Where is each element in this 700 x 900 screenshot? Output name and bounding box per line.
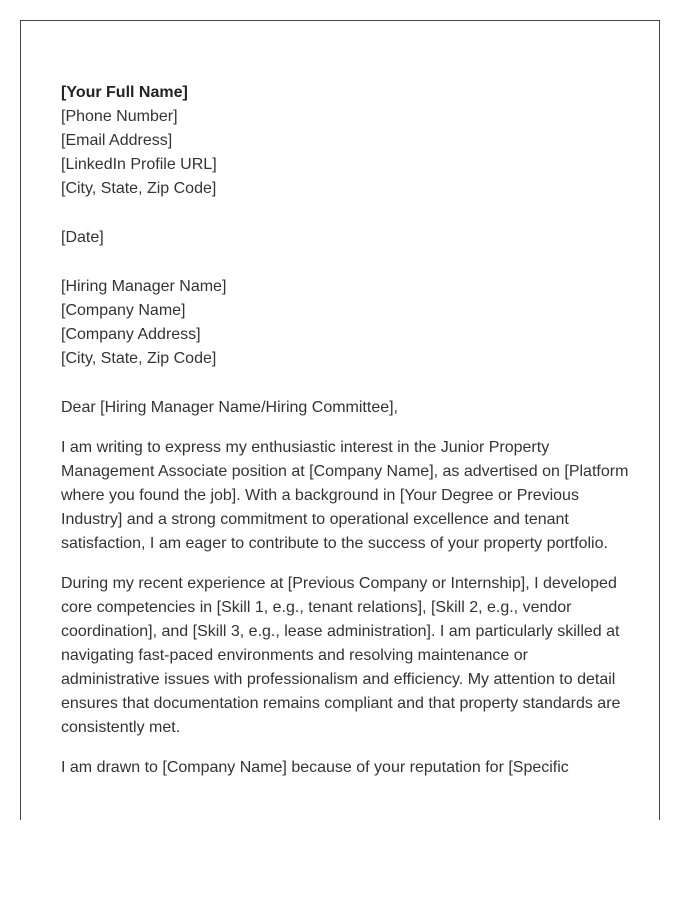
recipient-address: [Company Address]	[61, 326, 201, 343]
recipient-company: [Company Name]	[61, 302, 186, 319]
salutation: Dear [Hiring Manager Name/Hiring Committee],	[61, 399, 398, 416]
date-block	[61, 226, 631, 250]
recipient-location: [City, State, Zip Code]	[61, 350, 217, 367]
sender-linkedin: [LinkedIn Profile URL]	[61, 156, 217, 173]
recipient-block	[61, 275, 631, 371]
sender-phone: [Phone Number]	[61, 108, 178, 125]
recipient-manager: [Hiring Manager Name]	[61, 278, 227, 295]
sender-email: [Email Address]	[61, 132, 173, 149]
letter-page	[20, 20, 660, 820]
body-paragraph-1: I am writing to express my enthusiastic interest in the Junior Property Management Associate position at [Company Name], as advertised on [Platform where you found the job]. With a background in [Your Degree or Previous Industry] and a strong commitment to operational excellence and tenant satisfaction, I am eager to contribute to the success of your property portfolio.	[61, 439, 629, 552]
sender-block	[61, 81, 631, 201]
body-paragraph-3: I am drawn to [Company Name] because of your reputation for [Specific	[61, 759, 569, 776]
sender-name: [Your Full Name]	[61, 84, 188, 101]
letter-date: [Date]	[61, 229, 104, 246]
letter-body	[61, 81, 631, 796]
sender-location: [City, State, Zip Code]	[61, 180, 217, 197]
body-paragraph-2: During my recent experience at [Previous Company or Internship], I developed core competencies in [Skill 1, e.g., tenant relations], [Skill 2, e.g., vendor coordination], and [Skill 3, e.g., lease administration]. I am particularly skilled at navigating fast-paced environments and resolving maintenance or administrative issues with professionalism and efficiency. My attention to detail ensures that documentation remains compliant and that property standards are consistently met.	[61, 575, 621, 736]
